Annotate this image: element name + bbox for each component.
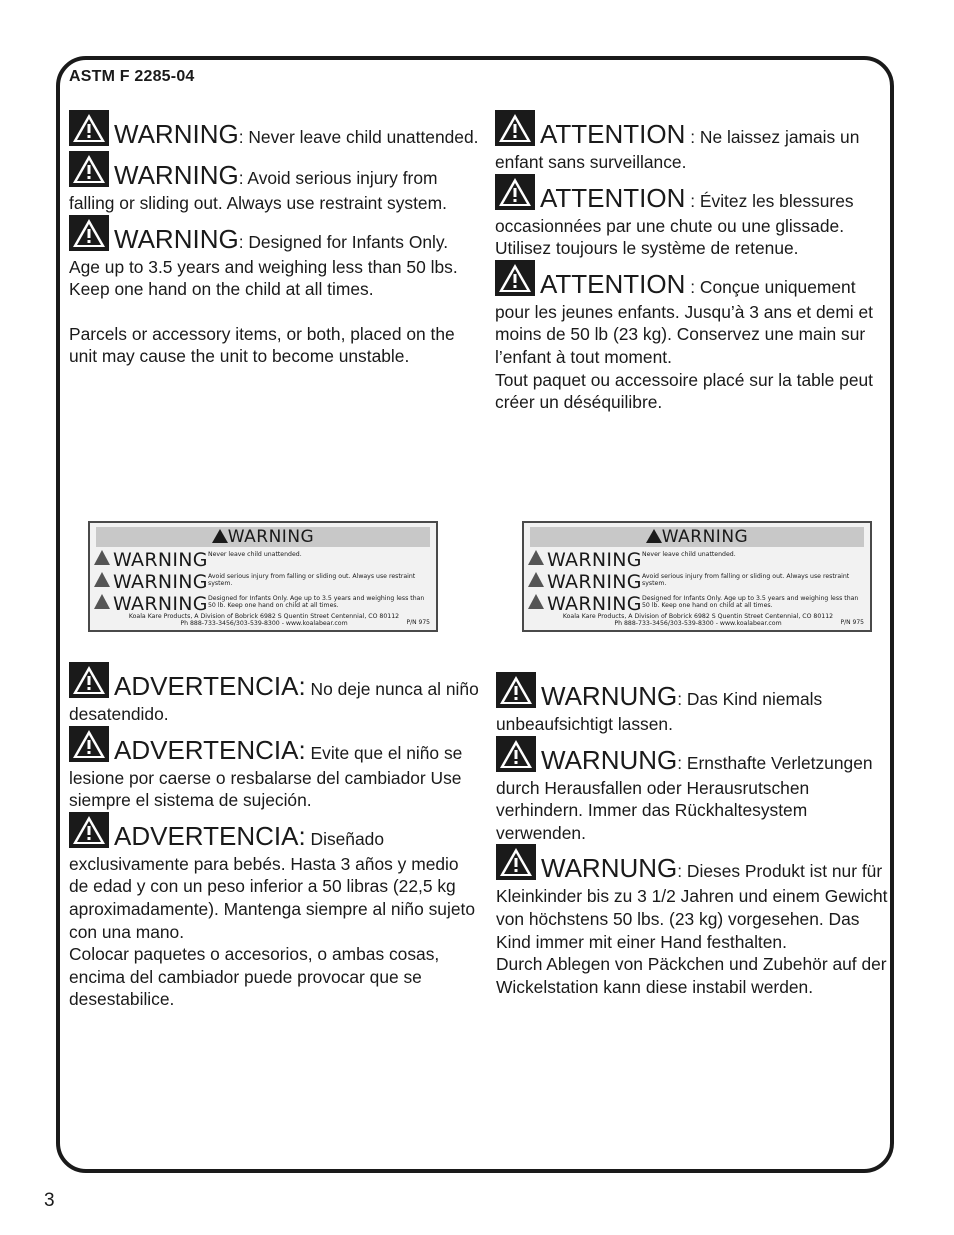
warning-triangle-icon: [528, 550, 544, 565]
french-warnings: [495, 110, 895, 414]
warning-keyword: ATTENTION: [540, 182, 686, 213]
warning-note: Colocar paquetes o accesorios, o ambas cosas, encima del cambiador puede provocar que se desestabilice.: [69, 944, 440, 1010]
label-footer: Koala Kare Products, A Division of Bobrick 6982 S Quentin Street Centennial, CO 80112 Ph 888-733-3456/303-539-8300 - www.koalabear.com: [562, 613, 834, 627]
page-number: 3: [44, 1190, 55, 1211]
warning-keyword: ATTENTION: [540, 119, 686, 149]
label-row: WARNING Never leave child unattended.: [528, 549, 868, 571]
warning-item: [496, 844, 896, 953]
warning-triangle-icon: [69, 215, 109, 251]
label-row: WARNING Designed for Infants Only. Age up to 3.5 years and weighing less than 50 lb. Keep one hand on child at all times.: [528, 593, 868, 615]
warning-note: Tout paquet ou accessoire placé sur la table peut créer un déséquilibre.: [495, 369, 874, 413]
warning-item: [495, 260, 895, 369]
warning-triangle-icon: [495, 174, 535, 210]
warning-triangle-icon: [496, 672, 536, 708]
label-row: WARNING Never leave child unattended.: [94, 549, 434, 571]
warning-keyword: ATTENTION: [540, 268, 686, 299]
warning-triangle-icon: [212, 529, 228, 543]
warning-item: [69, 812, 481, 943]
warning-keyword: WARNING: [114, 160, 239, 190]
warning-text: : Ne laissez jamais un enfant sans surveillance.: [495, 127, 860, 172]
warning-label-image: [88, 521, 438, 632]
warning-text: : Das Kind niemals unbeaufsichtigt lassen.: [496, 689, 823, 734]
warning-triangle-icon: [495, 260, 535, 296]
label-header: WARNING: [530, 527, 864, 547]
warning-item: [495, 110, 895, 174]
warning-keyword: ADVERTENCIA:: [114, 820, 306, 851]
warning-keyword: ADVERTENCIA:: [114, 671, 306, 701]
warning-triangle-icon: [495, 110, 535, 146]
warning-keyword: WARNING: [114, 119, 239, 149]
warning-item: [496, 672, 896, 736]
warning-triangle-icon: [528, 572, 544, 587]
warning-triangle-icon: [69, 662, 109, 698]
warning-text: No deje nunca al niño desatendido.: [69, 679, 479, 724]
warning-triangle-icon: [94, 550, 110, 565]
warning-text: Diseñado exclusivamente para bebés. Hasta 3 años y medio de edad y con un peso inferior a 50 libras (22,5 kg aproximadamente). Mantenga siempre al niño sujeto con una mano.: [69, 828, 476, 942]
label-row: WARNING Avoid serious injury from falling or sliding out. Always use restraint system.: [94, 571, 434, 593]
label-row: WARNING Avoid serious injury from falling or sliding out. Always use restraint system.: [528, 571, 868, 593]
warning-label-image: [522, 521, 872, 632]
warning-text: : Conçue uniquement pour les jeunes enfants. Jusqu’à 3 ans et demi et moins de 50 lb (23 kg). Conservez une main sur l’enfant à tout moment.: [495, 276, 874, 367]
warning-text: Evite que el niño se lesione por caerse o resbalarse del cambiador Use siempre el sistema de sujeción.: [69, 742, 463, 811]
warning-item: [496, 736, 896, 845]
warning-text: : Avoid serious injury from falling or sliding out. Always use restraint system.: [69, 168, 447, 213]
warning-text: : Never leave child unattended.: [238, 127, 479, 147]
warning-triangle-icon: [69, 110, 109, 146]
warning-keyword: WARNUNG: [541, 681, 678, 711]
warning-text: : Designed for Infants Only. Age up to 3.5 years and weighing less than 50 lbs. Keep one hand on the child at all times.: [69, 231, 458, 300]
warning-triangle-icon: [69, 812, 109, 848]
label-part-number: P/N 975: [840, 619, 864, 626]
english-warnings: [69, 110, 481, 368]
warning-text: : Évitez les blessures occasionnées par une chute ou une glissade. Utilisez toujours le système de retenue.: [495, 190, 854, 259]
warning-triangle-icon: [528, 594, 544, 609]
standard-reference: ASTM F 2285-04: [69, 68, 195, 85]
german-warnings: [496, 672, 896, 998]
label-row: WARNING Designed for Infants Only. Age up to 3.5 years and weighing less than 50 lb. Keep one hand on child at all times.: [94, 593, 434, 615]
warning-keyword: WARNUNG: [541, 744, 678, 775]
warning-keyword: ADVERTENCIA:: [114, 734, 306, 765]
label-footer: Koala Kare Products, A Division of Bobrick 6982 S Quentin Street Centennial, CO 80112 Ph 888-733-3456/303-539-8300 - www.koalabear.com: [128, 613, 400, 627]
warning-triangle-icon: [646, 529, 662, 543]
warning-keyword: WARNUNG: [541, 853, 678, 884]
warning-triangle-icon: [94, 594, 110, 609]
warning-item: [495, 174, 895, 260]
spanish-warnings: [69, 662, 481, 1011]
label-part-number: P/N 975: [406, 619, 430, 626]
warning-item: [69, 662, 481, 726]
warning-item: [69, 151, 481, 215]
warning-triangle-icon: [496, 736, 536, 772]
warning-note: Parcels or accessory items, or both, placed on the unit may cause the unit to become unstable.: [69, 323, 455, 367]
label-header: WARNING: [96, 527, 430, 547]
warning-keyword: WARNING: [114, 223, 239, 254]
warning-triangle-icon: [69, 151, 109, 187]
warning-triangle-icon: [496, 844, 536, 880]
warning-text: : Ernsthafte Verletzungen durch Herausfallen oder Herausrutschen verhindern. Immer das Rückhaltesystem verwenden.: [496, 752, 873, 843]
warning-item: [69, 215, 481, 301]
warning-triangle-icon: [94, 572, 110, 587]
warning-text: : Dieses Produkt ist nur für Kleinkinder bis zu 3 1/2 Jahren und einem Gewicht von höchstens 50 lbs. (23 kg) vorgesehen. Das Kind immer mit einer Hand festhalten.: [496, 861, 888, 952]
warning-item: [69, 726, 481, 812]
warning-triangle-icon: [69, 726, 109, 762]
warning-item: [69, 110, 481, 151]
warning-note: Durch Ablegen von Päckchen und Zubehör auf der Wickelstation kann diese instabil werden.: [496, 954, 887, 997]
